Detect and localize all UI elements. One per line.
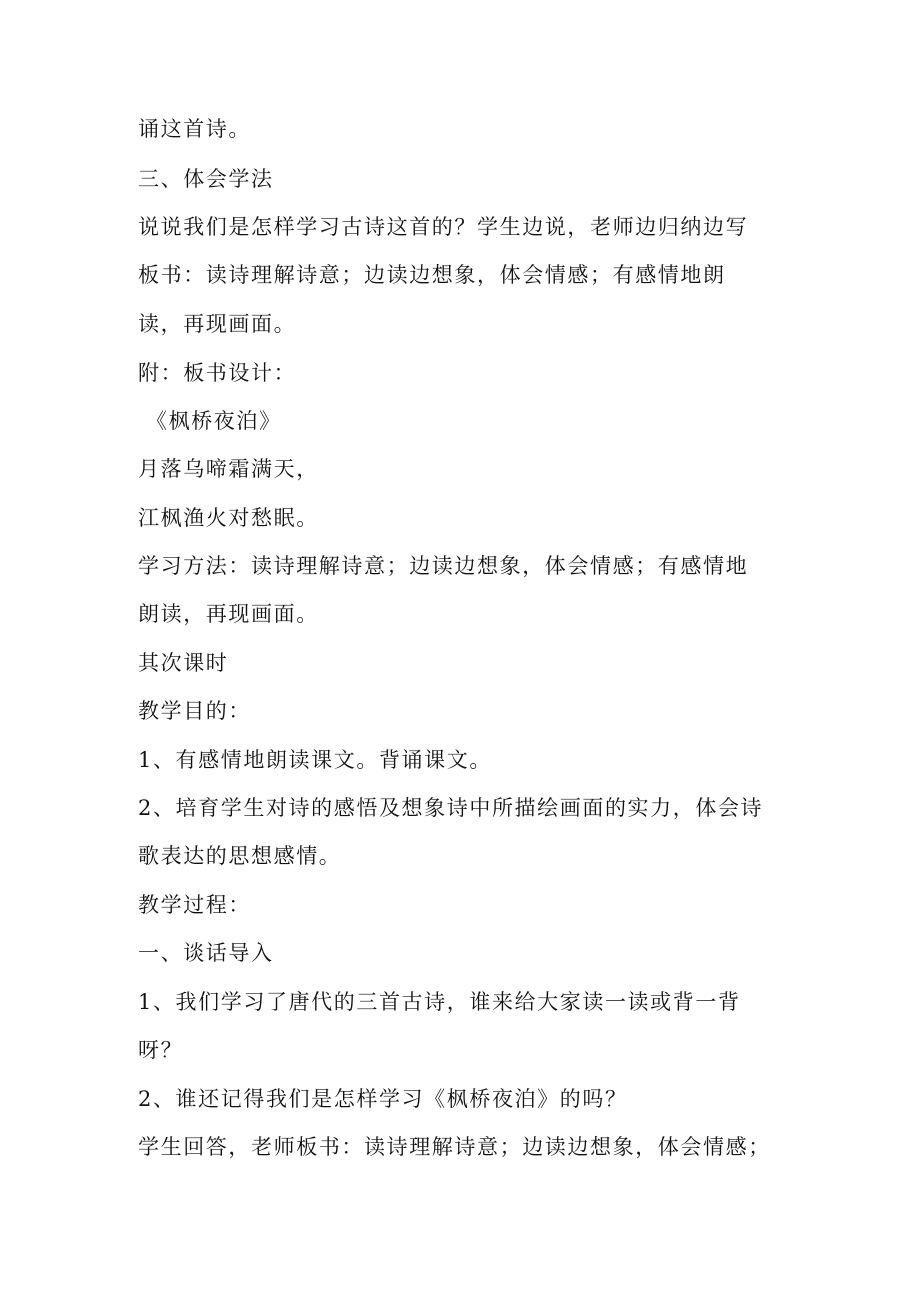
paragraph-line: 读，再现画面。 [138,312,297,336]
objective-item: 2、培育学生对诗的感悟及想象诗中所描绘画面的实力，体会诗 [138,796,764,820]
section-heading-1: 一、谈话导入 [138,941,274,965]
poem-title: 《枫桥夜泊》 [146,409,282,433]
process-item: 1、我们学习了唐代的三首古诗，谁来给大家读一读或背一背 [138,990,741,1014]
objective-item-continuation: 歌表达的思想感情。 [138,844,342,868]
process-item-continuation: 呀？ [138,1038,184,1062]
process-heading: 教学过程： [138,893,251,917]
poem-line: 月落乌啼霜满天， [138,457,319,481]
objective-item: 1、有感情地朗读课文。背诵课文。 [138,748,492,772]
method-line: 学习方法：读诗理解诗意；边读边想象，体会情感；有感情地 [138,554,749,578]
text-line-continuation: 诵这首诗。 [138,117,251,141]
paragraph-line: 板书：读诗理解诗意；边读边想象，体会情感；有感情地朗 [138,263,726,287]
objectives-heading: 教学目的： [138,699,251,723]
method-line: 朗读，再现画面。 [138,602,319,626]
paragraph-line: 说说我们是怎样学习古诗这首的？学生边说，老师边归纳边写 [138,215,749,239]
paragraph-line: 学生回答，老师板书：读诗理解诗意；边读边想象，体会情感； [138,1135,771,1159]
appendix-heading: 附：板书设计： [138,361,297,385]
process-item: 2、谁还记得我们是怎样学习《枫桥夜泊》的吗？ [138,1087,628,1111]
poem-line: 江枫渔火对愁眠。 [138,506,319,530]
lesson-heading: 其次课时 [138,651,229,675]
section-heading-3: 三、体会学法 [138,167,274,191]
